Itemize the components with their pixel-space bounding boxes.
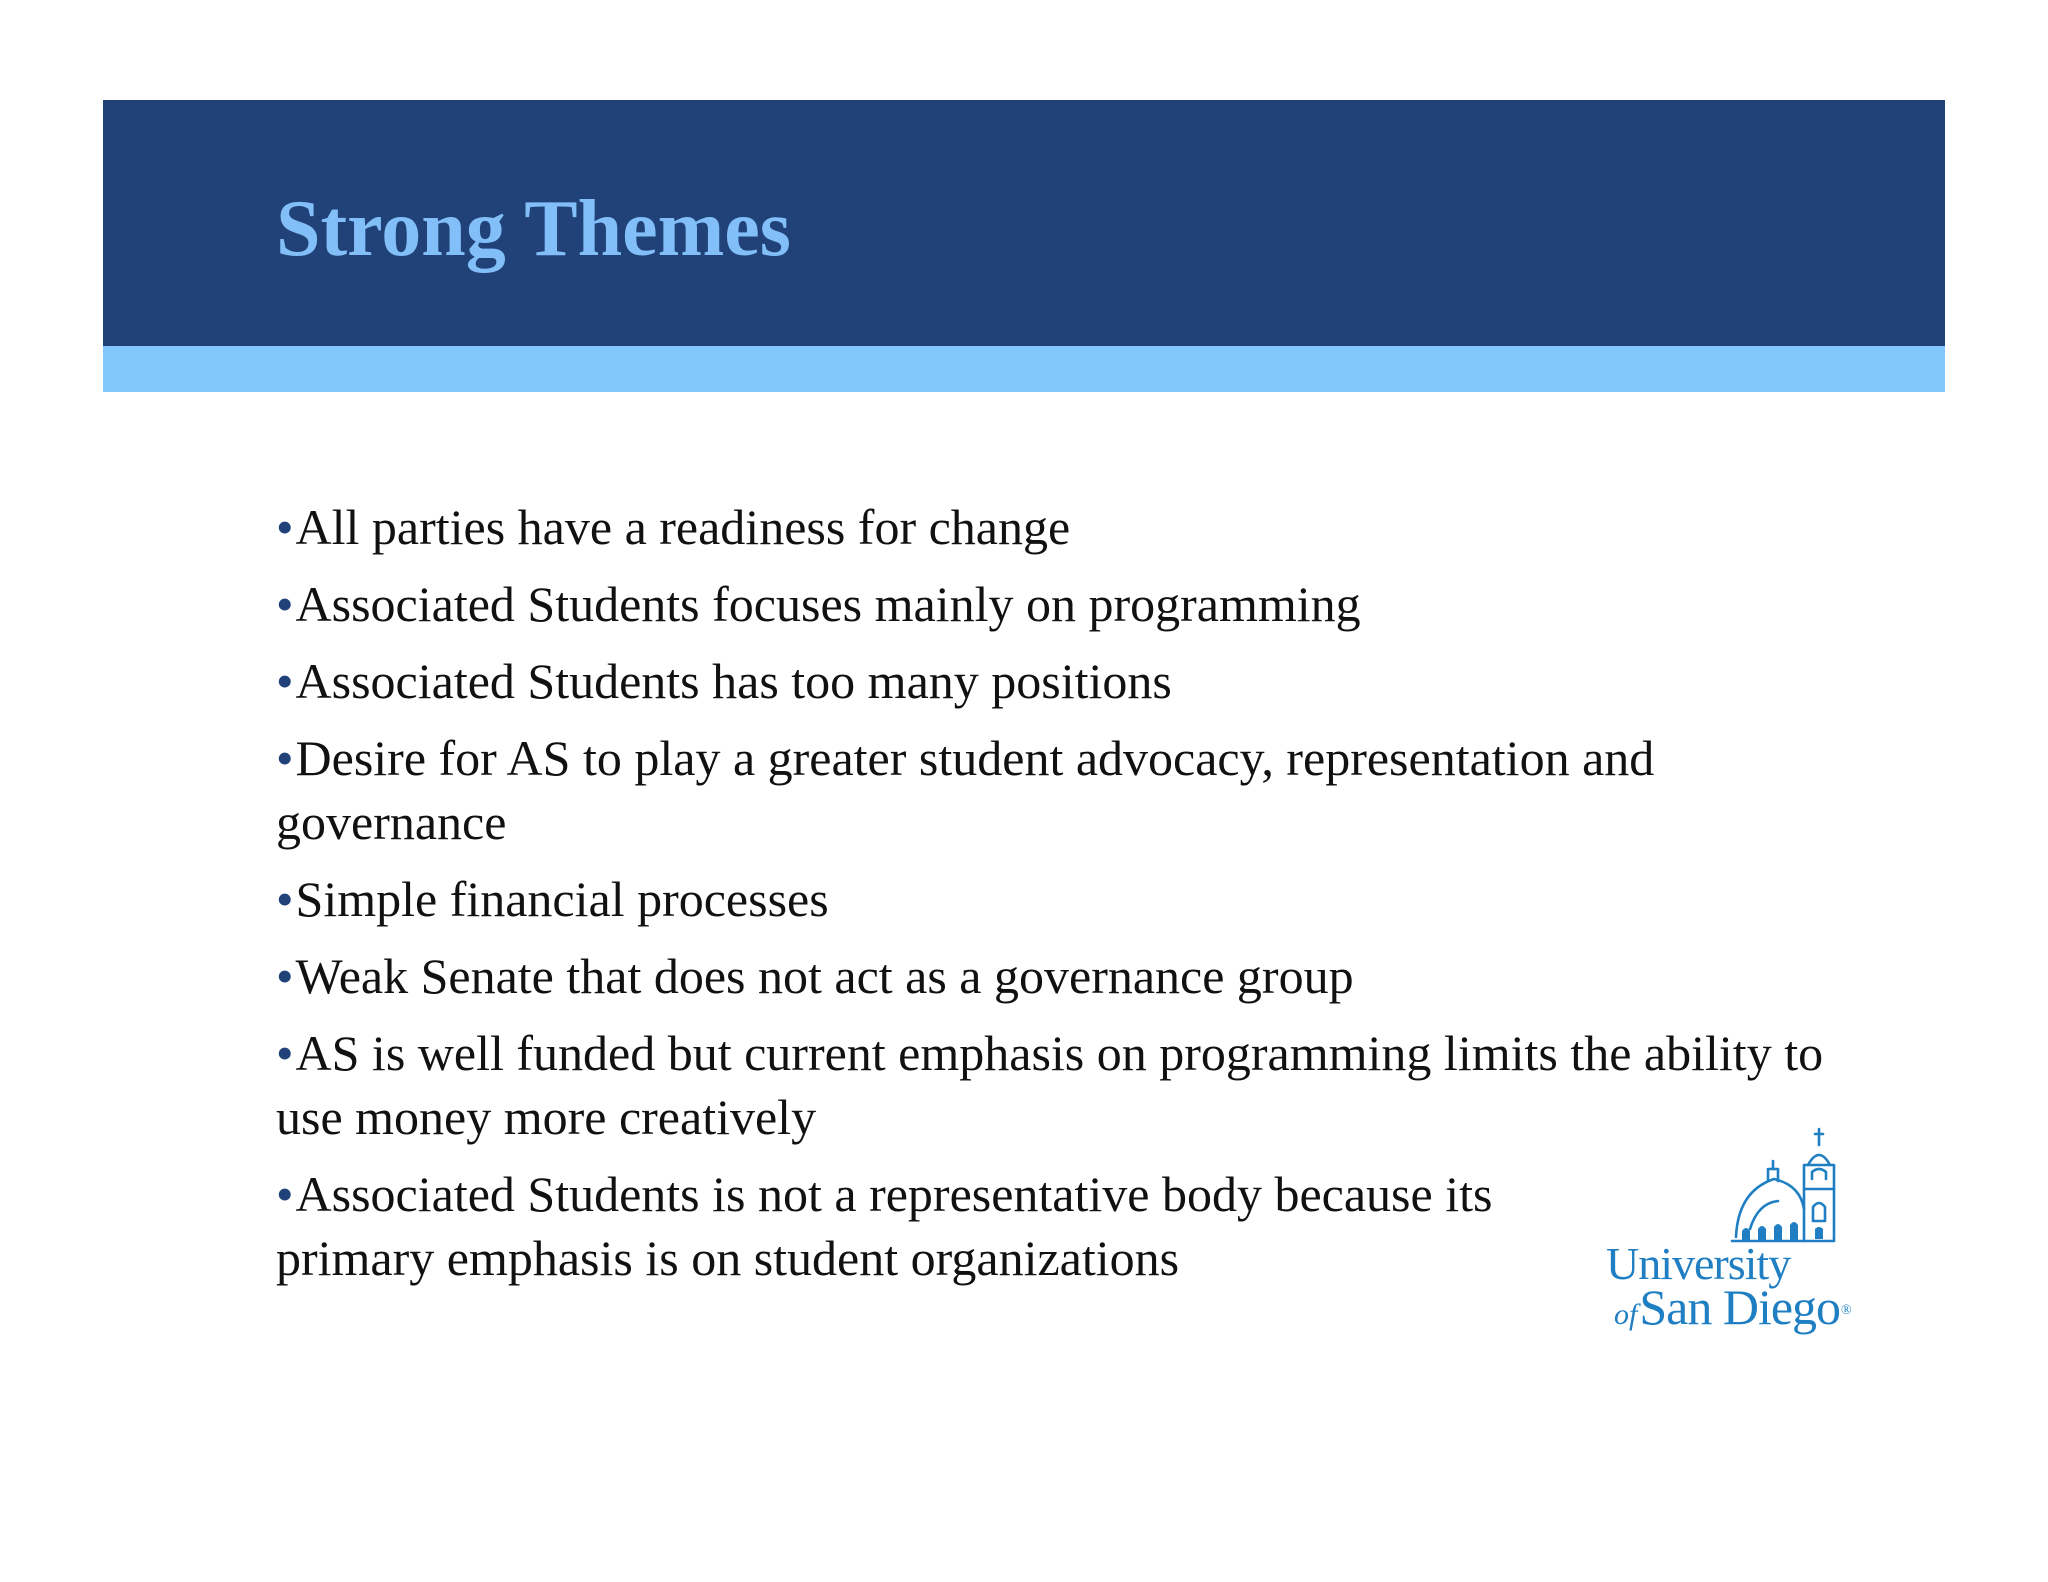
bullet-text: Simple financial processes <box>295 871 829 927</box>
bullet-item <box>276 867 1836 931</box>
bullet-dot: • <box>276 871 294 927</box>
registered-mark: ® <box>1841 1303 1852 1318</box>
bullet-text: Associated Students has too many positions <box>295 653 1172 709</box>
bullet-item <box>276 944 1836 1008</box>
bullet-dot: • <box>276 653 294 709</box>
bullet-text: Associated Students is not a representative body because its primary emphasis is on student organizations <box>276 1166 1493 1286</box>
bullet-dot: • <box>276 499 294 555</box>
logo-san-diego-line <box>1614 1279 1852 1345</box>
university-logo <box>1600 1125 1852 1335</box>
logo-university-text: University <box>1606 1238 1791 1289</box>
mission-church-icon <box>1720 1125 1845 1245</box>
bullet-item <box>276 1162 1576 1290</box>
slide-title: Strong Themes <box>276 185 791 273</box>
bullet-item <box>276 649 1836 713</box>
bullet-item <box>276 726 1836 854</box>
bullet-text: AS is well funded but current emphasis on programming limits the ability to use money more creatively <box>276 1025 1824 1145</box>
bullet-text: Desire for AS to play a greater student advocacy, representation and governance <box>276 730 1655 850</box>
bullet-text: Associated Students focuses mainly on programming <box>295 576 1361 632</box>
bullet-item <box>276 495 1836 559</box>
bullet-dot: • <box>276 730 294 786</box>
logo-of-text: of <box>1614 1298 1638 1331</box>
accent-band <box>103 346 1945 392</box>
bullet-dot: • <box>276 1166 294 1222</box>
bullet-dot: • <box>276 1025 294 1081</box>
bullet-dot: • <box>276 576 294 632</box>
logo-san-diego-text: San Diego <box>1639 1279 1841 1335</box>
bullet-text: All parties have a readiness for change <box>295 499 1071 555</box>
bullet-dot: • <box>276 948 294 1004</box>
bullet-text: Weak Senate that does not act as a governance group <box>295 948 1354 1004</box>
bullet-item <box>276 572 1836 636</box>
